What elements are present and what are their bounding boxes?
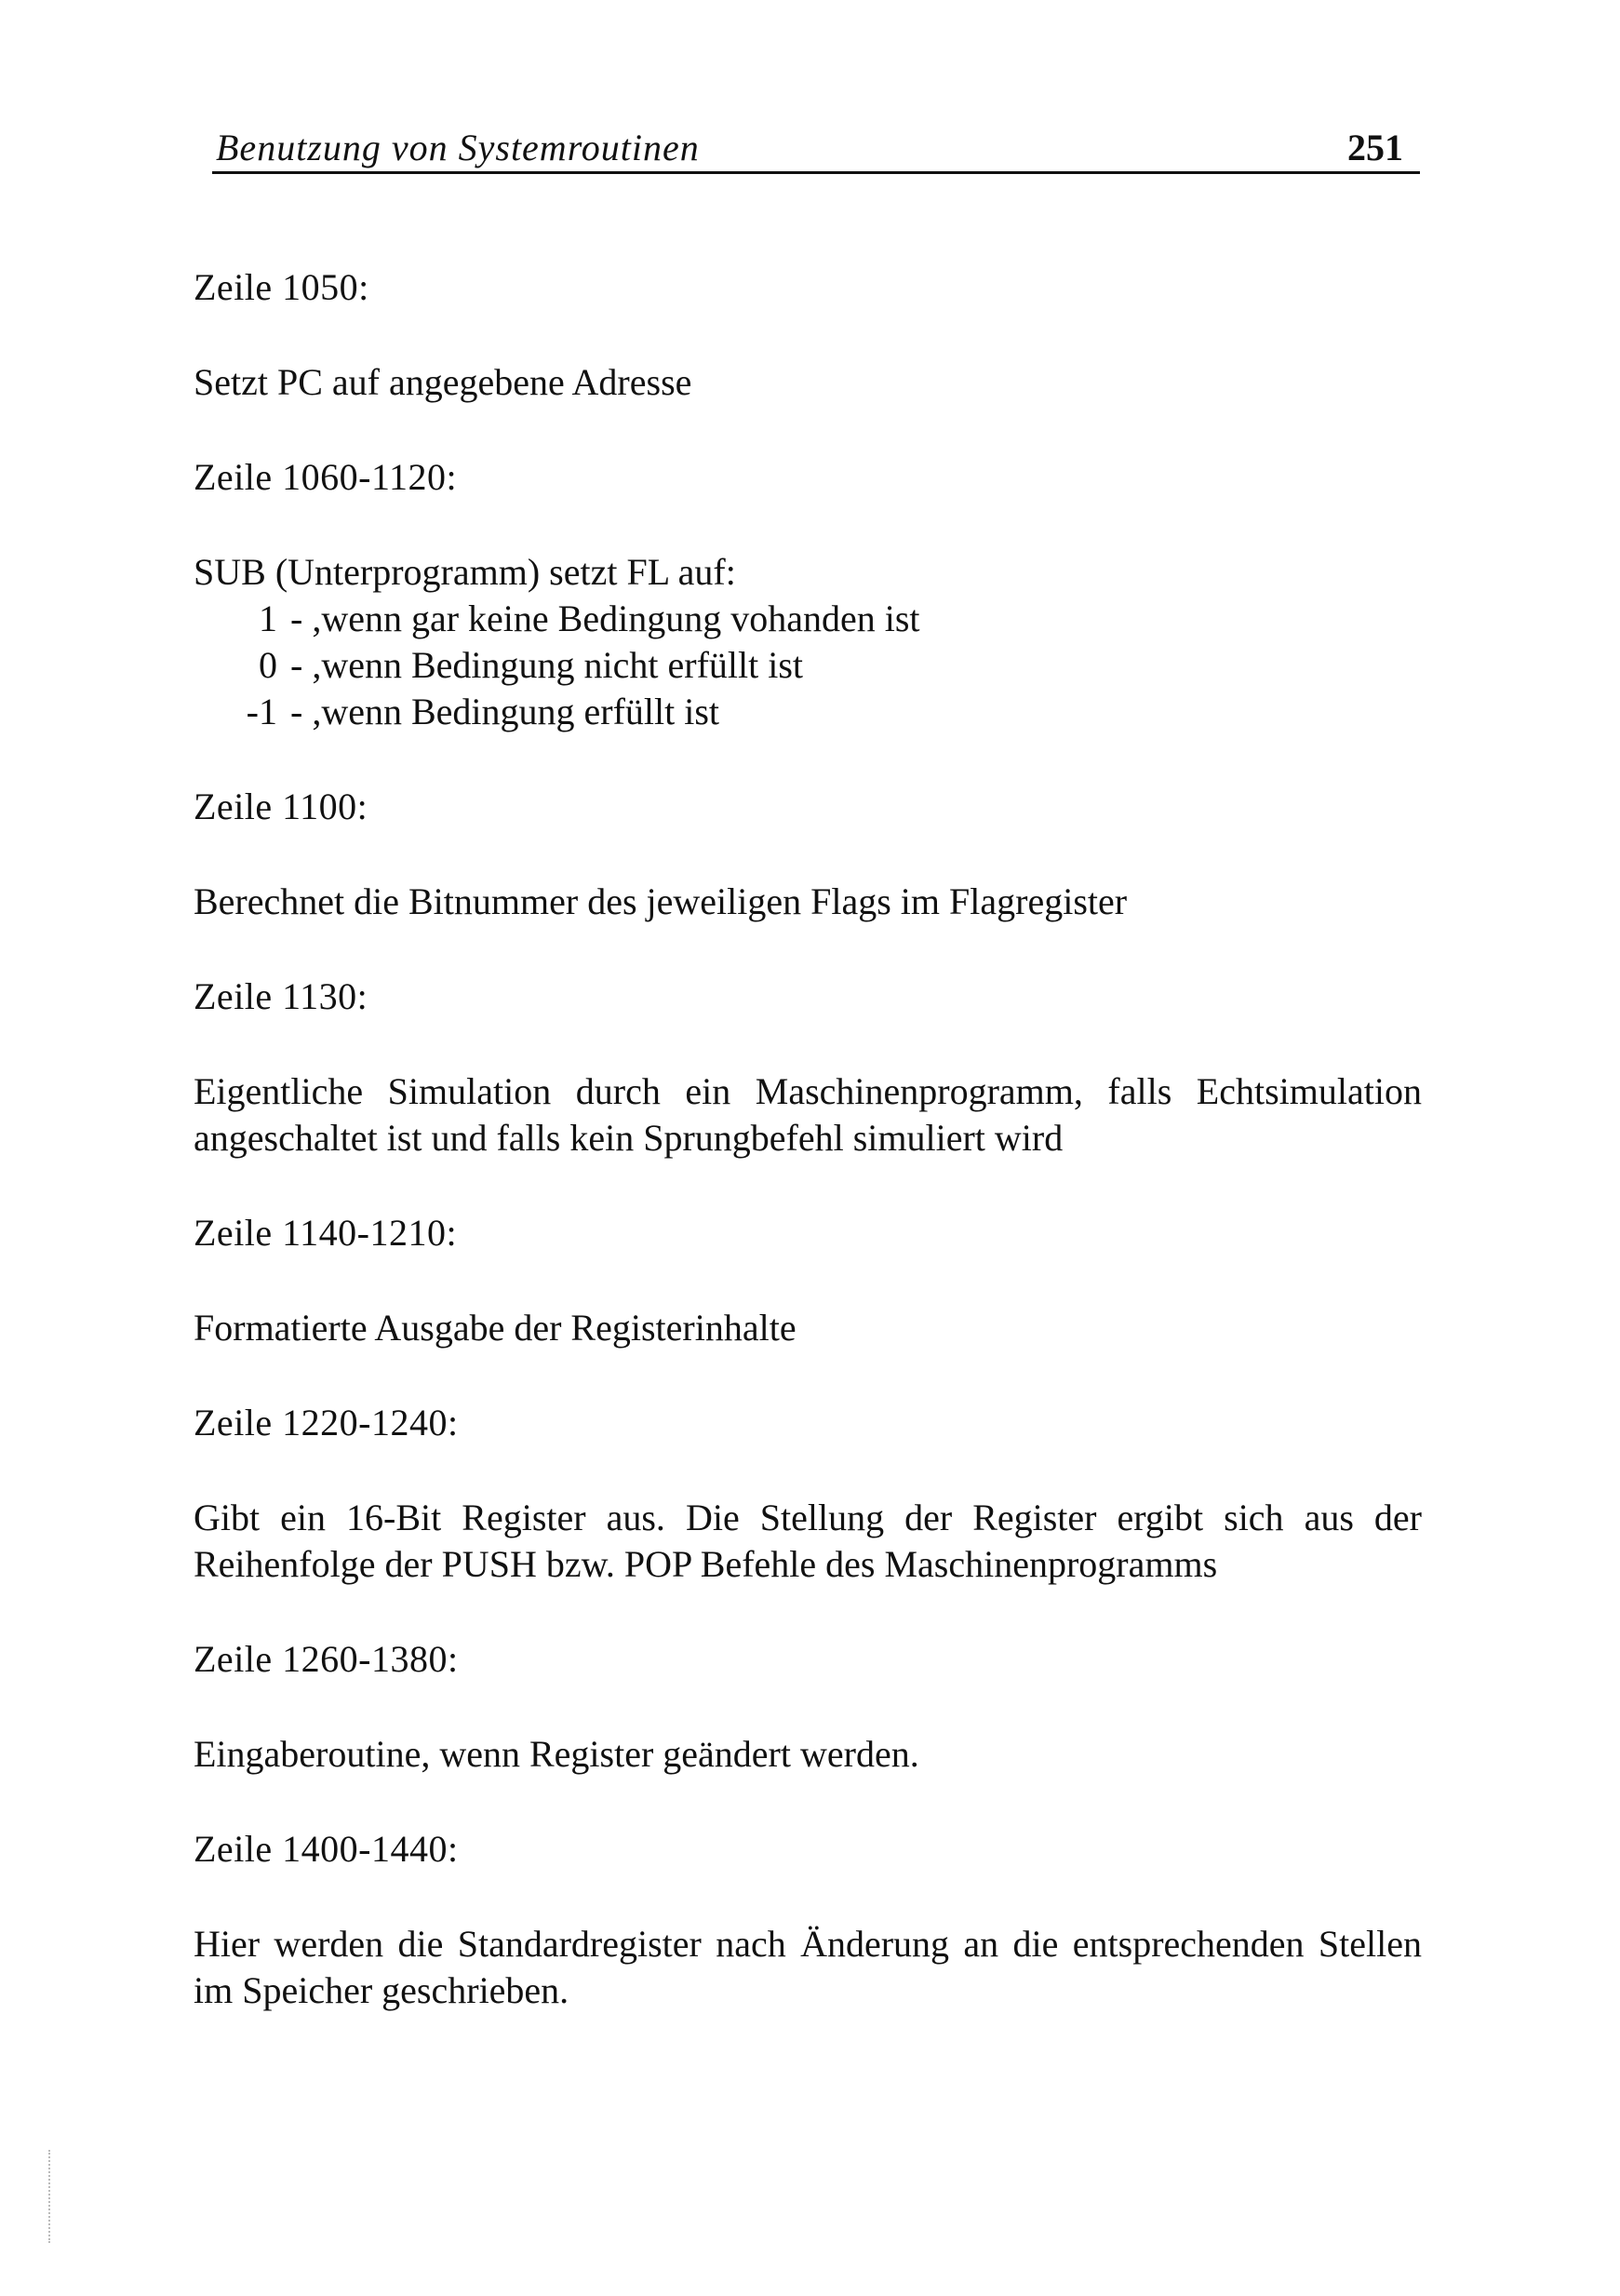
section-1100	[194, 784, 1422, 830]
flag-description: - ,wenn Bedingung nicht erfüllt ist	[290, 644, 804, 686]
flag-item	[194, 596, 1422, 642]
page-content	[194, 264, 1422, 2062]
section-1260-1380-text	[194, 1731, 1422, 1778]
section-1220-1240-text	[194, 1495, 1422, 1588]
section-1400-1440-text	[194, 1921, 1422, 2014]
section-1060-1120-text	[194, 549, 1422, 735]
flag-item	[194, 689, 1422, 735]
section-intro: SUB (Unterprogramm) setzt FL auf:	[194, 551, 736, 593]
flag-value: 0	[259, 644, 277, 686]
section-text: Hier werden die Standardregister nach Änderung an die entsprechenden Stellen im Speicher geschrieben.	[194, 1923, 1422, 2011]
flag-description: - ,wenn Bedingung erfüllt ist	[290, 691, 720, 732]
section-text: Eingaberoutine, wenn Register geändert werden.	[194, 1733, 919, 1775]
section-text: Setzt PC auf angegebene Adresse	[194, 361, 692, 403]
section-1050-text	[194, 359, 1422, 406]
scan-margin-marks	[48, 2150, 52, 2243]
section-text: Formatierte Ausgabe der Registerinhalte	[194, 1307, 797, 1349]
section-label: Zeile 1100:	[194, 785, 368, 827]
flag-value: -1	[246, 691, 277, 732]
section-text: Gibt ein 16-Bit Register aus. Die Stellung der Register ergibt sich aus der Reihenfolge der PUSH bzw. POP Befehle des Maschinenprogramms	[194, 1497, 1422, 1585]
section-1130	[194, 973, 1422, 1020]
page-number: 251	[1347, 127, 1403, 168]
section-1060-1120	[194, 454, 1422, 501]
section-label: Zeile 1050:	[194, 266, 369, 308]
section-label: Zeile 1220-1240:	[194, 1402, 459, 1443]
section-text: Berechnet die Bitnummer des jeweiligen Flags im Flagregister	[194, 880, 1128, 922]
section-1140-1210	[194, 1210, 1422, 1256]
section-label: Zeile 1400-1440:	[194, 1828, 459, 1870]
header-title: Benutzung von Systemroutinen	[216, 127, 700, 168]
section-1140-1210-text	[194, 1305, 1422, 1351]
section-1400-1440	[194, 1826, 1422, 1873]
section-1100-text	[194, 879, 1422, 925]
section-1220-1240	[194, 1400, 1422, 1446]
section-label: Zeile 1060-1120:	[194, 456, 458, 498]
section-text: Eigentliche Simulation durch ein Maschinenprogramm, falls Echtsimulation angeschaltet ist und falls kein Sprungbefehl simuliert wird	[194, 1070, 1422, 1159]
section-label: Zeile 1130:	[194, 975, 368, 1017]
running-header	[212, 119, 1420, 174]
flag-description: - ,wenn gar keine Bedingung vohanden ist	[290, 597, 920, 639]
section-label: Zeile 1140-1210:	[194, 1212, 458, 1254]
section-label: Zeile 1260-1380:	[194, 1638, 459, 1680]
section-1050	[194, 264, 1422, 311]
section-1260-1380	[194, 1636, 1422, 1683]
flag-item	[194, 642, 1422, 689]
flag-value: 1	[259, 597, 277, 639]
section-1130-text	[194, 1068, 1422, 1161]
flag-list	[194, 596, 1422, 735]
